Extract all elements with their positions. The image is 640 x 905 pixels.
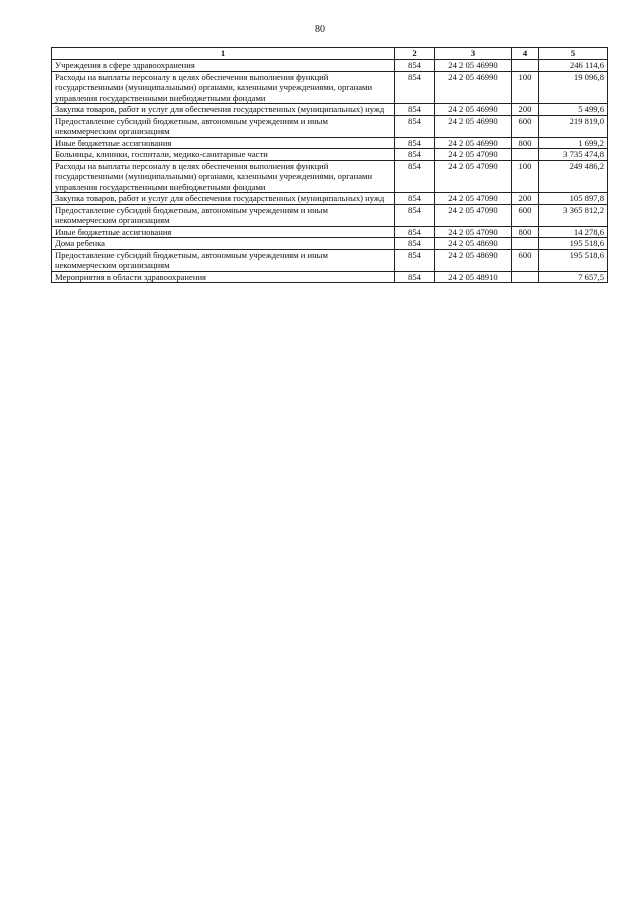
row-name-cell: Предоставление субсидий бюджетным, автономным учреждениям и иным некоммерческим организациям (52, 115, 395, 137)
row-vr-cell: 800 (512, 137, 539, 149)
row-vr-cell (512, 60, 539, 72)
row-csr-cell: 24 2 05 47090 (435, 149, 512, 161)
row-vr-cell: 200 (512, 193, 539, 205)
row-sum-cell: 1 699,2 (539, 137, 608, 149)
row-csr-cell: 24 2 05 46990 (435, 115, 512, 137)
table-row (52, 271, 608, 283)
row-csr-cell: 24 2 05 46990 (435, 137, 512, 149)
table-row (52, 226, 608, 238)
row-name-cell: Предоставление субсидий бюджетным, автономным учреждениям и иным некоммерческим организациям (52, 204, 395, 226)
row-vr-cell (512, 271, 539, 283)
row-name-cell: Расходы на выплаты персоналу в целях обеспечения выполнения функций государственными (муниципальными) органами, казенными учреждениями, органами управления государственными внебюджетными фондами (52, 71, 395, 104)
header-col-sum: 5 (539, 48, 608, 60)
row-sum-cell: 246 114,6 (539, 60, 608, 72)
row-csr-cell: 24 2 05 48690 (435, 238, 512, 250)
row-sum-cell: 105 897,8 (539, 193, 608, 205)
header-row (52, 48, 608, 60)
table-row (52, 71, 608, 104)
row-vr-cell (512, 238, 539, 250)
row-name-cell: Иные бюджетные ассигнования (52, 226, 395, 238)
row-vr-cell: 600 (512, 249, 539, 271)
row-name-cell: Расходы на выплаты персоналу в целях обеспечения выполнения функций государственными (муниципальными) органами, казенными учреждениями, органами управления государственными внебюджетными фондами (52, 160, 395, 193)
row-vr-cell: 200 (512, 104, 539, 116)
row-sum-cell: 3 735 474,8 (539, 149, 608, 161)
row-name-cell: Предоставление субсидий бюджетным, автономным учреждениям и иным некоммерческим организациям (52, 249, 395, 271)
row-vr-cell: 100 (512, 71, 539, 104)
table-row (52, 238, 608, 250)
row-csr-cell: 24 2 05 47090 (435, 193, 512, 205)
row-code-cell: 854 (395, 193, 435, 205)
row-vr-cell: 100 (512, 160, 539, 193)
row-name-cell: Учреждения в сфере здравоохранения (52, 60, 395, 72)
row-csr-cell: 24 2 05 47090 (435, 160, 512, 193)
row-csr-cell: 24 2 05 46990 (435, 104, 512, 116)
table-row (52, 160, 608, 193)
row-csr-cell: 24 2 05 48910 (435, 271, 512, 283)
row-vr-cell (512, 149, 539, 161)
table-row (52, 60, 608, 72)
row-code-cell: 854 (395, 149, 435, 161)
row-vr-cell: 600 (512, 115, 539, 137)
table-row (52, 137, 608, 149)
row-code-cell: 854 (395, 160, 435, 193)
row-name-cell: Закупка товаров, работ и услуг для обеспечения государственных (муниципальных) нужд (52, 193, 395, 205)
table-row (52, 193, 608, 205)
budget-table (51, 47, 608, 283)
row-csr-cell: 24 2 05 48690 (435, 249, 512, 271)
row-code-cell: 854 (395, 71, 435, 104)
row-csr-cell: 24 2 05 46990 (435, 60, 512, 72)
row-code-cell: 854 (395, 204, 435, 226)
row-code-cell: 854 (395, 104, 435, 116)
row-vr-cell: 600 (512, 204, 539, 226)
row-code-cell: 854 (395, 226, 435, 238)
row-sum-cell: 249 486,2 (539, 160, 608, 193)
page-number: 80 (315, 24, 325, 35)
row-code-cell: 854 (395, 137, 435, 149)
table-row (52, 115, 608, 137)
row-code-cell: 854 (395, 249, 435, 271)
table-header (52, 48, 608, 60)
header-col-name: 1 (52, 48, 395, 60)
row-name-cell: Больницы, клиники, госпитали, медико-санитарные части (52, 149, 395, 161)
row-name-cell: Мероприятия в области здравоохранения (52, 271, 395, 283)
row-code-cell: 854 (395, 60, 435, 72)
row-csr-cell: 24 2 05 46990 (435, 71, 512, 104)
row-name-cell: Дома ребенка (52, 238, 395, 250)
table-row (52, 104, 608, 116)
row-code-cell: 854 (395, 238, 435, 250)
row-sum-cell: 3 365 812,2 (539, 204, 608, 226)
table-row (52, 204, 608, 226)
table-row (52, 149, 608, 161)
row-sum-cell: 5 499,6 (539, 104, 608, 116)
row-sum-cell: 195 518,6 (539, 249, 608, 271)
row-sum-cell: 14 278,6 (539, 226, 608, 238)
row-sum-cell: 195 518,6 (539, 238, 608, 250)
header-col-vr: 4 (512, 48, 539, 60)
table-row (52, 249, 608, 271)
row-sum-cell: 219 819,0 (539, 115, 608, 137)
row-csr-cell: 24 2 05 47090 (435, 204, 512, 226)
row-code-cell: 854 (395, 271, 435, 283)
row-name-cell: Закупка товаров, работ и услуг для обеспечения государственных (муниципальных) нужд (52, 104, 395, 116)
header-col-csr: 3 (435, 48, 512, 60)
table-body (52, 60, 608, 283)
row-code-cell: 854 (395, 115, 435, 137)
row-sum-cell: 7 657,5 (539, 271, 608, 283)
row-csr-cell: 24 2 05 47090 (435, 226, 512, 238)
row-vr-cell: 800 (512, 226, 539, 238)
row-sum-cell: 19 096,8 (539, 71, 608, 104)
header-col-code: 2 (395, 48, 435, 60)
row-name-cell: Иные бюджетные ассигнования (52, 137, 395, 149)
